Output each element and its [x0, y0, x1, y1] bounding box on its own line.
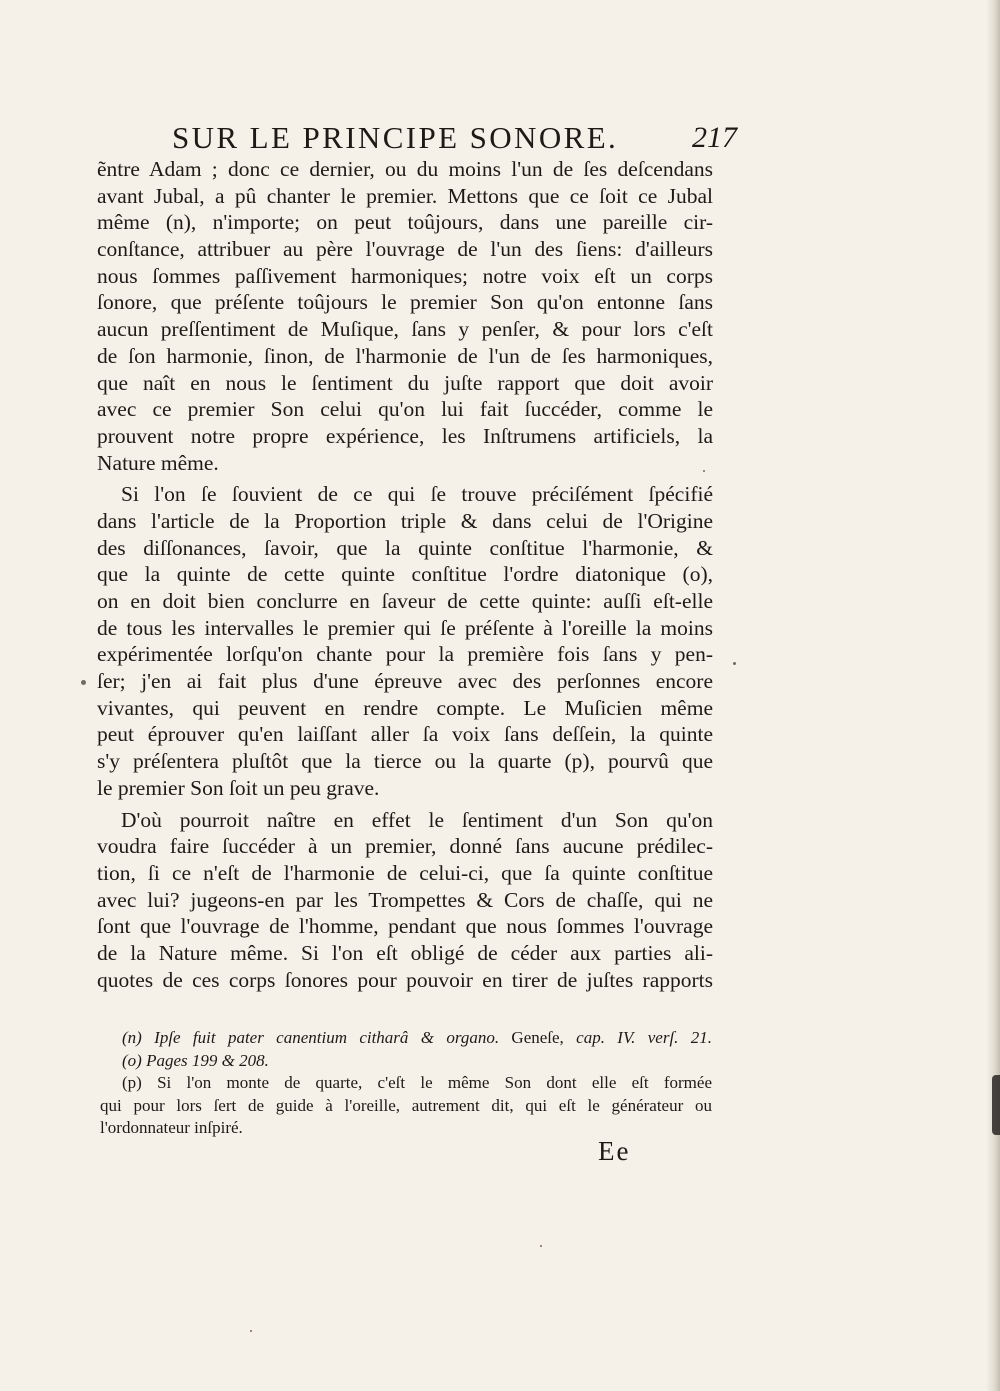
footnote-n-ref: cap. IV. verſ. 21. — [576, 1028, 713, 1047]
footnote-p-line: l'ordonnateur inſpiré. — [100, 1118, 243, 1138]
text-line: ſont que l'ouvrage de l'homme, pendant que nous ſommes l'ouvrage — [97, 914, 713, 939]
catchword: Ee — [598, 1136, 631, 1166]
text-line: avec lui? jugeons-en par les Trompettes & Cors de chaſſe, qui ne — [97, 887, 713, 912]
footnote-n-quote: (n) Ipſe fuit pater canentium citharâ & organo. — [122, 1028, 500, 1047]
text-line: des diſſonances, ſavoir, que la quinte conſtitue l'harmonie, & — [97, 535, 713, 560]
footnote-o: (o) Pages 199 & 208. — [122, 1050, 269, 1070]
text-line: Nature même. — [97, 450, 219, 475]
text-line: ſonore, que préſente toûjours le premier Son qu'on entonne ſans — [97, 290, 713, 315]
main-text — [97, 156, 713, 993]
text-line: s'y préſentera pluſtôt que la tierce ou la quarte (p), pourvû que — [97, 749, 713, 774]
binding-mark — [992, 1075, 1000, 1135]
ink-speck — [540, 1245, 542, 1247]
text-line: aucun preſſentiment de Muſique, ſans y penſer, & pour lors c'eſt — [97, 317, 713, 342]
text-line: vivantes, qui peuvent en rendre compte. Le Muſicien même — [97, 695, 713, 720]
text-line: le premier Son ſoit un peu grave. — [97, 775, 380, 800]
text-line: peut éprouver qu'en laiſſant aller ſa voix ſans deſſein, la quinte — [97, 722, 713, 747]
ink-speck — [81, 680, 86, 685]
ink-speck — [733, 662, 736, 665]
page-header — [172, 118, 737, 158]
ink-speck — [250, 1330, 252, 1332]
footnotes — [100, 1027, 712, 1140]
text-line: que naît en nous le ſentiment du juſte rapport que doit avoir — [97, 370, 713, 395]
running-head: SUR LE PRINCIPE SONORE. — [172, 120, 619, 155]
text-line: que la quinte de cette quinte conſtitue l'ordre diatonique (o), — [97, 562, 713, 587]
text-line: voudra faire ſuccéder à un premier, donné ſans aucune prédilec- — [97, 834, 713, 859]
text-line: Si l'on ſe ſouvient de ce qui ſe trouve préciſément ſpécifié — [121, 482, 713, 507]
ink-speck — [703, 470, 705, 472]
text-line: de la Nature même. Si l'on eſt obligé de céder aux parties ali- — [97, 940, 713, 965]
text-line: même (n), n'importe; on peut toûjours, dans une pareille cir- — [97, 210, 713, 235]
text-line: de ſon harmonie, ſinon, de l'harmonie de l'un de ſes harmoniques, — [97, 343, 713, 368]
text-line: on en doit bien conclurre en ſaveur de cette quinte: auſſi eſt-elle — [97, 589, 713, 613]
page-edge-shadow — [986, 0, 1000, 1391]
text-line: de tous les intervalles le premier qui ſe préſente à l'oreille la moins — [97, 615, 713, 640]
text-line: ſer; j'en ai fait plus d'une épreuve avec des perſonnes encore — [97, 669, 713, 694]
text-line: avec ce premier Son celui qu'on lui fait ſuccéder, comme le — [97, 397, 713, 422]
text-line: nous ſommes paſſivement harmoniques; notre voix eſt un corps — [97, 263, 713, 288]
text-line: quotes de ces corps ſonores pour pouvoir en tirer de juſtes rapports — [97, 967, 713, 992]
footnote-p-line: (p) Si l'on monte de quarte, c'eſt le même Son dont elle eſt formée — [122, 1073, 712, 1093]
text-line: ẽntre Adam ; donc ce dernier, ou du moins l'un de ſes deſcendans — [97, 157, 713, 181]
text-line: expérimentée lorſqu'on chante pour la première fois ſans y pen- — [97, 642, 713, 667]
text-line: D'où pourroit naître en effet le ſentiment d'un Son qu'on — [121, 807, 713, 832]
page-number: 217 — [692, 121, 737, 154]
text-line: prouvent notre propre expérience, les Inſtrumens artificiels, la — [97, 423, 713, 448]
text-line: avant Jubal, a pû chanter le premier. Mettons que ce ſoit ce Jubal — [97, 183, 713, 208]
footnote-p-line: qui pour lors ſert de guide à l'oreille, autrement dit, qui eſt le générateur ou — [100, 1095, 712, 1115]
text-line: tion, ſi ce n'eſt de l'harmonie de celui-ci, que ſa quinte conſtitue — [97, 860, 713, 885]
text-line: dans l'article de la Proportion triple & dans celui de l'Origine — [97, 508, 713, 533]
footnote-n — [100, 1027, 712, 1050]
footnote-n-source: Geneſe, — [511, 1028, 564, 1047]
text-line: conſtance, attribuer au père l'ouvrage de l'un des ſiens: d'ailleurs — [97, 237, 713, 262]
